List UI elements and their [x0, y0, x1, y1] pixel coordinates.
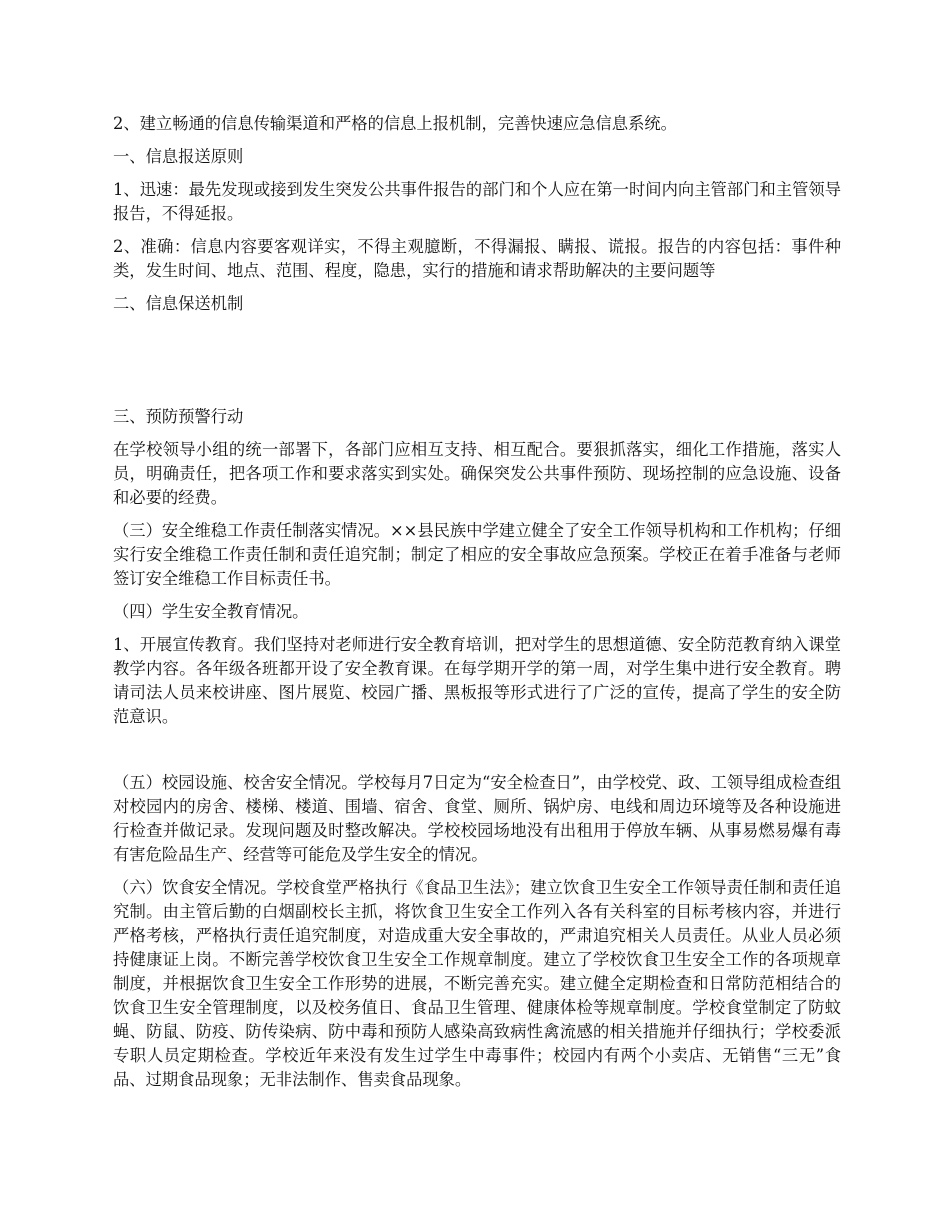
- paragraph-education: 1、开展宣传教育。我们坚持对老师进行安全教育培训，把对学生的思想道德、安全防范教育纳入课堂教学内容。各年级各班都开设了安全教育课。在每学期开学的第一周，对学生集中进行安全教育。聘请司法人员来校讲座、图片展览、校园广播、黑板报等形式进行了广泛的宣传，提高了学生的安全防范意识。: [113, 635, 841, 726]
- document-body: [113, 112, 841, 1101]
- blank-space: [113, 738, 841, 771]
- paragraph-info-channel: 2、建立畅通的信息传输渠道和严格的信息上报机制，完善快速应急信息系统。: [113, 114, 677, 133]
- paragraph-section-six: （六）饮食安全情况。学校食堂严格执行《食品卫生法》；建立饮食卫生安全工作领导责任制和责任追究制。由主管后勤的白烟副校长主抓，将饮食卫生安全工作列入各有关科室的目标考核内容，并进行严格考核，严格执行责任追究制度，对造成重大安全事故的，严肃追究相关人员责任。从业人员必须持健康证上岗。不断完善学校饮食卫生安全工作规章制度。建立了学校饮食卫生安全工作的各项规章制度，并根据饮食卫生安全工作形势的进展，不断完善充实。建立健全定期检查和日常防范相结合的饮食卫生安全管理制度，以及校务值日、食品卫生管理、健康体检等规章制度。学校食堂制定了防蚊蝇、防鼠、防疫、防传染病、防中毒和预防人感染高致病性禽流感的相关措施并仔细执行；学校委派专职人员定期检查。学校近年来没有发生过学生中毒事件；校园内有两个小卖店、无销售“三无”食品、过期食品现象；无非法制作、售卖食品现象。: [113, 878, 841, 1089]
- paragraph-section-four: （四）学生安全教育情况。: [113, 602, 309, 621]
- heading-info-principles: 一、信息报送原则: [113, 147, 244, 166]
- heading-info-mechanism: 二、信息保送机制: [113, 294, 244, 313]
- paragraph-principle-accuracy: 2、准确：信息内容要客观详实，不得主观臆断，不得漏报、瞒报、谎报。报告的内容包括：事件种类，发生时间、地点、范围、程度，隐患，实行的措施和请求帮助解决的主要问题等: [113, 237, 841, 280]
- paragraph-section-five: （五）校园设施、校舍安全情况。学校每月7日定为“安全检查日”，由学校党、政、工领导组成检查组对校园内的房舍、楼梯、楼道、围墙、宿舍、食堂、厕所、锅炉房、电线和周边环境等及各种设施进行检查并做记录。发现问题及时整改解决。学校校园场地没有出租用于停放车辆、从事易燃易爆有毒有害危险品生产、经营等可能危及学生安全的情况。: [113, 773, 841, 864]
- paragraph-section-three: （三）安全维稳工作责任制落实情况。××县民族中学建立健全了安全工作领导机构和工作机构；仔细实行安全维稳工作责任制和责任追究制；制定了相应的安全事故应急预案。学校正在着手准备与老师签订安全维稳工作目标责任书。: [113, 521, 841, 588]
- heading-prevention: 三、预防预警行动: [113, 407, 244, 426]
- paragraph-leadership: 在学校领导小组的统一部署下，各部门应相互支持、相互配合。要狠抓落实，细化工作措施，落实人员，明确责任，把各项工作和要求落实到实处。确保突发公共事件预防、现场控制的应急设施、设备和必要的经费。: [113, 440, 841, 507]
- paragraph-principle-speed: 1、迅速：最先发现或接到发生突发公共事件报告的部门和个人应在第一时间内向主管部门和主管领导报告，不得延报。: [113, 180, 841, 223]
- blank-space: [113, 325, 841, 405]
